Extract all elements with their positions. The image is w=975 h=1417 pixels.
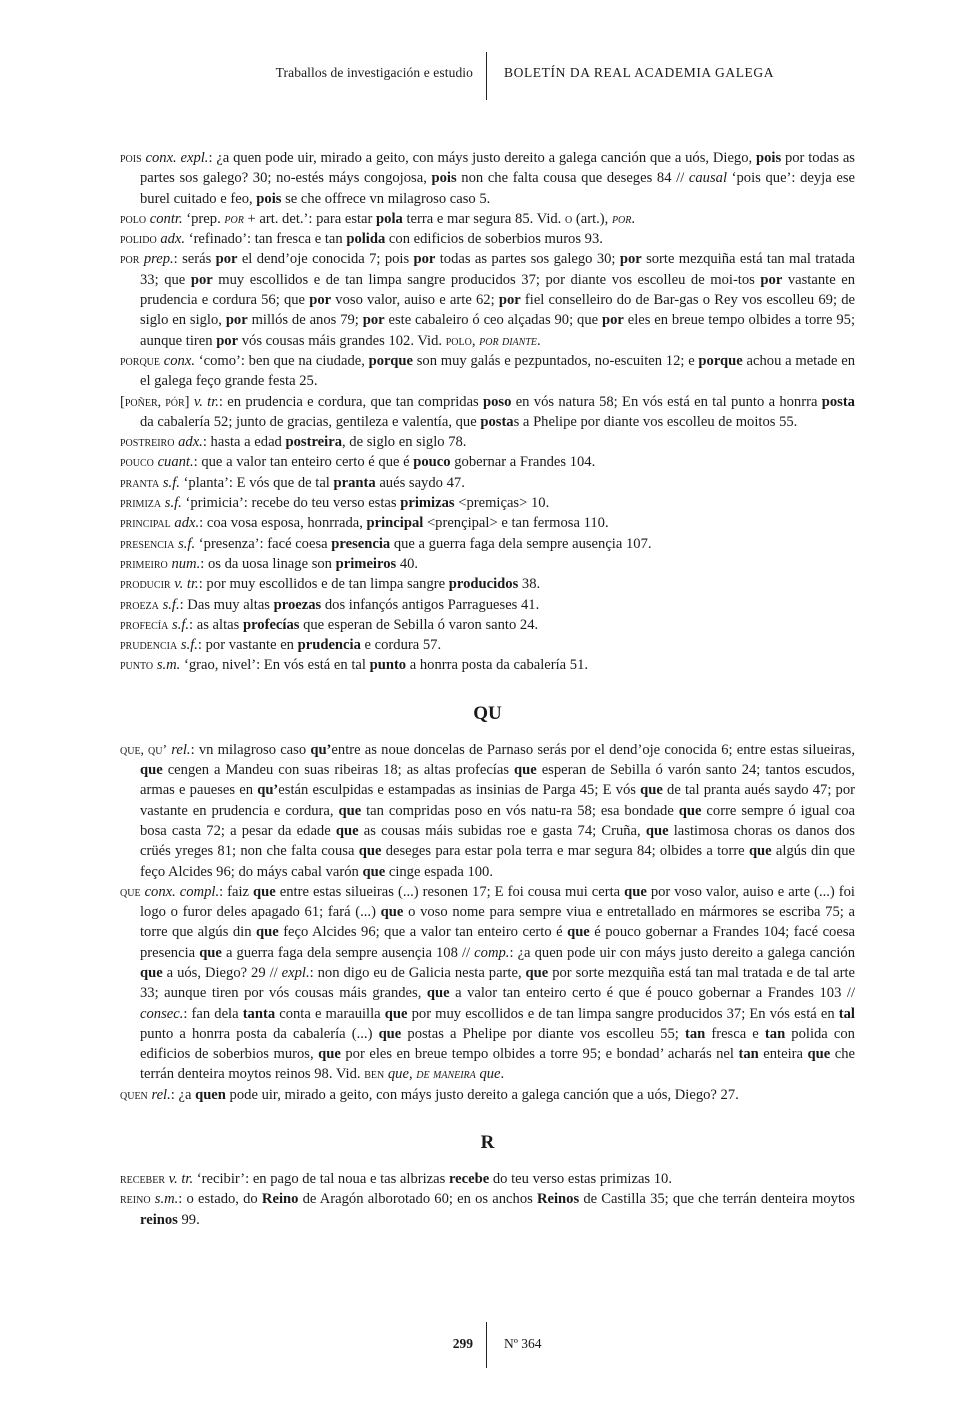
entry-headword-occurrence: que [640, 782, 663, 799]
glossary-entry: profecía s.f.: as altas profecías que esperan de Sebilla ó varon santo 24. [120, 616, 539, 633]
entry-headword-occurrence: por [498, 292, 521, 309]
entry-headword-occurrence: tal [838, 1005, 855, 1022]
glossary-entry: porque conx. ‘como’: ben que na ciudade, porque son muy galás e pezpuntados, no-escuiten 12; e porque achou a metade en el galega feço grande festa 25. [120, 352, 856, 390]
entry-cross-reference: por diante [479, 332, 537, 348]
entry-grammar-label: v. tr. [168, 1171, 194, 1188]
entry-headword-occurrence: que [199, 944, 222, 961]
entry-lemma: que, qu’ [120, 741, 168, 757]
glossary-entry: punto s.m. ‘grao, nivel’: En vós está en tal punto a honrra posta da cabalería 51. [120, 657, 589, 674]
running-footer [0, 1322, 975, 1368]
entry-lemma: profecía [120, 616, 169, 632]
entry-grammar-label: v. tr. [174, 576, 199, 593]
entry-headword-occurrence: que [140, 964, 163, 981]
entry-grammar-label: s.f. [164, 495, 182, 512]
entry-lemma: primeiro [120, 555, 168, 571]
entry-headword-occurrence: que [514, 762, 537, 779]
entry-headword-occurrence: que [253, 883, 276, 900]
entry-headword-occurrence: porque [698, 352, 743, 369]
entry-headword-occurrence: que [807, 1046, 831, 1063]
entry-headword-occurrence: pouco [413, 454, 451, 471]
entry-grammar-label: contr. [149, 210, 183, 227]
entry-headword-occurrence: que [318, 1046, 341, 1063]
header-divider [486, 52, 487, 100]
entry-lemma: proeza [120, 596, 159, 612]
header-section-label: Traballos de investigación e estudio [275, 65, 473, 80]
glossary-entry: primiza s.f. ‘primicia’: recebe do teu verso estas primizas <premiças> 10. [120, 495, 550, 512]
entry-headword-occurrence: por [760, 271, 783, 288]
entry-headword-occurrence: primeiros [335, 555, 397, 572]
entry-headword-occurrence: posta [480, 413, 514, 430]
entry-grammar-label: comp. [474, 944, 510, 961]
section-heading-r: R [480, 1132, 495, 1154]
entry-lemma: porque [120, 352, 161, 368]
glossary-entry: principal adx.: coa vosa esposa, honrrada, principal <prençipal> e tan fermosa 110. [120, 515, 609, 532]
entry-headword-occurrence: que [256, 924, 279, 941]
entry-lemma: polido [120, 231, 157, 247]
entry-lemma: reino [120, 1191, 151, 1207]
entry-headword-occurrence: por [190, 271, 213, 288]
entry-lemma: receber [120, 1171, 166, 1187]
entry-lemma: pois [120, 150, 142, 165]
header-journal-title: BOLETÍN DA REAL ACADEMIA GALEGA [504, 65, 775, 80]
issue-number: Nº 364 [504, 1336, 542, 1351]
glossary-entry: pois conx. expl.: ¿a quen pode uir, mirado a geito, con máys justo dereito a galega canción que a uós, Diego, pois por todas as partes sos galego? 30; no-estés máys congojosa, pois non che falta cousa que deseges 84 // causal ‘pois que’: deyja ese burel cuitado e feo, pois se che offrece vn milagroso caso 5. [120, 150, 855, 207]
entry-lemma: pranta [120, 474, 160, 490]
section-qu-entries [120, 740, 855, 1105]
entry-headword-occurrence: que [384, 1005, 408, 1022]
entry-grammar-label: expl. [281, 964, 310, 981]
glossary-body [120, 148, 855, 1230]
entry-headword-occurrence: presencia [331, 535, 391, 552]
entry-headword-occurrence: que [140, 762, 163, 779]
entry-headword-occurrence: pois [256, 190, 282, 207]
entry-grammar-label: cuant. [157, 454, 194, 471]
entry-headword-occurrence: por [215, 251, 238, 268]
entry-headword-occurrence: posta [821, 393, 855, 410]
entry-headword-occurrence: por [413, 251, 436, 268]
entry-headword-occurrence: que [378, 1025, 402, 1042]
entry-grammar-label: s.f. [162, 474, 180, 491]
glossary-entry: [poñer, pór] v. tr.: en prudencia e cordura, que tan compridas poso en vós natura 58; En vós está en tal punto a honrra posta da cabalería 52; junto de gracias, gentileza e valentía, que postas a Phelipe por diante vos escolleu de moitos 55. [120, 393, 855, 430]
entry-headword-occurrence: por [619, 251, 642, 268]
entry-lemma: que [120, 883, 141, 899]
entry-grammar-label: adx. [178, 434, 203, 451]
entry-headword-occurrence: tan [738, 1046, 759, 1063]
glossary-entry: quen rel.: ¿a quen pode uir, mirado a geito, con máys justo dereito a galega canción que a uós, Diego? 27. [120, 1086, 739, 1103]
entry-headword-occurrence: que [678, 802, 702, 819]
glossary-entry: reino s.m.: o estado, do Reino de Aragón alborotado 60; en os anchos Reinos de Castilla 35; que che terrán denteira moytos reinos 99. [120, 1191, 855, 1228]
entry-lemma: principal [120, 515, 171, 531]
entry-lemma: producir [120, 576, 171, 592]
glossary-entry: pouco cuant.: que a valor tan enteiro certo é que é pouco gobernar a Frandes 104. [120, 454, 596, 471]
entry-headword-occurrence: por [225, 312, 248, 329]
entry-lemma: primiza [120, 495, 162, 511]
entry-headword-occurrence: tanta [242, 1005, 276, 1022]
entry-grammar-label: conx. [163, 352, 195, 369]
entry-headword-occurrence: quen [195, 1086, 226, 1103]
entry-headword-occurrence: que [338, 802, 362, 819]
entry-headword-occurrence: primizas [400, 495, 455, 512]
entry-headword-occurrence: por [601, 312, 624, 329]
entry-headword-occurrence: por [362, 312, 385, 329]
entry-headword-occurrence: tan [764, 1025, 786, 1042]
entry-lemma: polo [120, 210, 147, 226]
entry-headword-occurrence: que [358, 843, 382, 860]
entry-headword-occurrence: proezas [273, 596, 322, 613]
entry-headword-occurrence: que [335, 822, 359, 839]
section-p-entries [120, 148, 855, 676]
glossary-entry: presencia s.f. ‘presenza’: facé coesa presencia que a guerra faga dela sempre ausençia 107. [120, 535, 652, 552]
entry-headword-occurrence: pois [755, 150, 782, 166]
entry-headword-occurrence: Reino [261, 1191, 299, 1208]
entry-headword-occurrence: que [645, 822, 669, 839]
entry-grammar-label: s.f. [180, 637, 198, 654]
entry-headword-occurrence: qu’ [310, 741, 332, 758]
entry-lemma: por [120, 251, 140, 267]
glossary-entry: prudencia s.f.: por vastante en prudencia e cordura 57. [120, 637, 442, 654]
entry-grammar-label: s.f. [178, 535, 196, 552]
entry-lemma: presencia [120, 535, 175, 551]
section-heading-qu: QU [473, 702, 502, 724]
entry-headword-occurrence: Reinos [536, 1191, 580, 1208]
glossary-entry: que, qu’ rel.: vn milagroso caso qu’entre as noue doncelas de Parnaso serás por el dend’oje conocida 6; entre estas silueiras, que cengen a Mandeu con suas ribeiras 18; as altas profecías que esperan de Sebilla ó varón santo 24; tantos escudos, armas e paueses en qu’están esculpidas e estampadas as insinias de Parga 45; E vós que de tal pranta aués saydo 47; por vastante en prudencia e cordura, que tan compridas poso en vós natu-ra 58; esa bondade que corre sempre ó igual coa bosa casta 72; a pesar da edade que as cousas máis subidas roe e gasta 74; Cruña, que lastimosa choras os danos dos crüés yreges 81; non che falta cousa que deseges para estar pola terra e mar segura 84; olbides a torre que algús din que feço Alcides 96; do máys cabal varón que cinge espada 100. [120, 741, 856, 880]
glossary-entry: proeza s.f.: Das muy altas proezas dos infançós antigos Parragueses 41. [120, 596, 540, 613]
entry-headword-occurrence: que [362, 863, 386, 880]
glossary-entry: polido adx. ‘refinado’: tan fresca e tan polida con edificios de soberbios muros 93. [120, 231, 603, 248]
entry-headword-occurrence: que [426, 985, 450, 1002]
entry-headword-occurrence: que [624, 883, 647, 900]
glossary-entry: producir v. tr.: por muy escollidos e de tan limpa sangre producidos 38. [120, 576, 541, 593]
entry-lemma: ben [364, 1066, 385, 1082]
entry-headword-occurrence: por [216, 332, 239, 349]
entry-lemma: poñer, pór [124, 393, 185, 409]
entry-grammar-label: s.f. [162, 596, 180, 613]
entry-grammar-label: s.m. [156, 657, 181, 674]
entry-headword-occurrence: porque [368, 352, 413, 369]
section-r-entries [120, 1169, 855, 1230]
entry-lemma: prudencia [120, 637, 178, 653]
glossary-entry: por prep.: serás por el dend’oje conocida 7; pois por todas as partes sos galego 30; por sorte mezquiña está tan mal tratada 33; que por muy escollidos e de tan limpa sangre producidos 37; por diante vos escolleu de moi-tos por vastante en prudencia e cordura 56; que por voso valor, auiso e arte 62; por fiel conselleiro do de Bar-gas o Rey vos escolleu 69; de siglo en siglo, por millós de anos 79; por este cabaleiro ó ceo alçadas 90; que por eles en breue tempo olbides a torre 95; aunque tiren por vós cousas máis grandes 102. Vid. polo, por diante. [120, 251, 856, 349]
entry-headword-occurrence: polida [346, 231, 386, 248]
entry-grammar-label: prep. [143, 251, 174, 268]
entry-lemma: quen [120, 1086, 148, 1102]
glossary-entry: polo contr. ‘prep. por + art. det.’: para estar pola terra e mar segura 85. Vid. o (art.), por. [120, 210, 636, 227]
entry-grammar-label: rel. [151, 1086, 171, 1103]
entry-headword-occurrence: reinos [140, 1211, 178, 1228]
entry-headword-occurrence: que [748, 843, 772, 860]
footer-divider [486, 1322, 487, 1368]
entry-headword-occurrence: profecías [242, 616, 300, 633]
entry-grammar-label: consec. [140, 1005, 184, 1022]
entry-grammar-label: adx. [174, 515, 200, 532]
entry-headword-occurrence: pola [376, 210, 403, 227]
running-header [0, 52, 975, 100]
page-number: 299 [452, 1336, 473, 1351]
entry-lemma: polo [445, 332, 472, 348]
entry-lemma: pouco [120, 454, 154, 470]
entry-headword-occurrence: postreira [285, 434, 342, 451]
entry-headword-occurrence: recebe [448, 1171, 490, 1188]
entry-headword-occurrence: que [567, 924, 590, 941]
entry-headword-occurrence: producidos [448, 576, 519, 593]
entry-headword-occurrence: punto [369, 657, 407, 674]
entry-cross-reference: de maneira [416, 1066, 476, 1082]
entry-headword-occurrence: que [380, 904, 404, 921]
entry-grammar-label: v. tr. [193, 393, 219, 410]
entry-headword-occurrence: pois [431, 170, 457, 187]
entry-grammar-label: rel. [171, 741, 191, 758]
entry-headword-occurrence: prudencia [297, 637, 361, 654]
glossary-entry: primeiro num.: os da uosa linage son primeiros 40. [120, 555, 419, 572]
entry-grammar-label: conx. compl. [144, 883, 220, 900]
entry-grammar-label: num. [171, 555, 201, 572]
glossary-entry: que conx. compl.: faiz que entre estas silueiras (...) resonen 17; E foi cousa mui certa que por voso valor, auiso e arte (...) foi logo o furor deles apagado 61; fará (...) que o voso nome para sempre viua e entretallado en mármores se escriba 75; a torre que algús din que feço Alcides 96; que a valor tan enteiro certo é que é pouco gobernar a Frandes 104; facé coesa presencia que a guerra faga dela sempre ausençia 108 // comp.: ¿a quen pode uir con máys justo dereito a galega canción que a uós, Diego? 29 // expl.: non digo eu de Galicia nesta parte, que por sorte mezquiña está tan mal tratada e de tal arte 33; aunque tiren por vós cousas máis grandes, que a valor tan enteiro certo é que é pouco gobernar a Frandes 103 // consec.: fan dela tanta conta e marauilla que por muy escollidos e de tan limpa sangre producidos 37; En vós está en tal punto a honrra posta da cabalería (...) que postas a Phelipe por diante vos escolleu 55; tan fresca e tan polida con edificios de soberbios muros, que por eles en breue tempo olbides a torre 95; e bondad’ acharás nel tan enteira que che terrán denteira moytos reinos 98. Vid. ben que, de maneira que. [120, 883, 856, 1083]
glossary-entry: pranta s.f. ‘planta’: E vós que de tal pranta aués saydo 47. [120, 474, 465, 491]
glossary-entry: postreiro adx.: hasta a edad postreira, de siglo en siglo 78. [120, 434, 467, 451]
entry-lemma: postreiro [120, 434, 175, 450]
entry-cross-reference: por [611, 210, 632, 226]
glossary-entry: receber v. tr. ‘recibir’: en pago de tal noua e tas albrizas recebe do teu verso estas primizas 10. [120, 1171, 673, 1188]
entry-headword-occurrence: pranta [333, 474, 376, 491]
entry-grammar-label: causal [688, 170, 727, 187]
entry-grammar-label: que [479, 1066, 501, 1083]
entry-headword-occurrence: tan [684, 1025, 706, 1042]
entry-grammar-label: s.m. [154, 1191, 179, 1208]
entry-headword-occurrence: principal [366, 515, 424, 532]
entry-lemma: punto [120, 657, 154, 673]
entry-headword-occurrence: que [525, 964, 549, 981]
entry-lemma: o [564, 210, 573, 226]
entry-grammar-label: s.f. [172, 616, 190, 633]
entry-headword-occurrence: qu’ [257, 782, 279, 799]
entry-headword-occurrence: poso [483, 393, 512, 410]
entry-cross-reference: por [224, 210, 244, 226]
entry-grammar-label: que [387, 1066, 409, 1083]
entry-headword-occurrence: por [309, 292, 332, 309]
entry-grammar-label: adx. [160, 231, 186, 248]
entry-grammar-label: conx. expl. [145, 150, 209, 166]
